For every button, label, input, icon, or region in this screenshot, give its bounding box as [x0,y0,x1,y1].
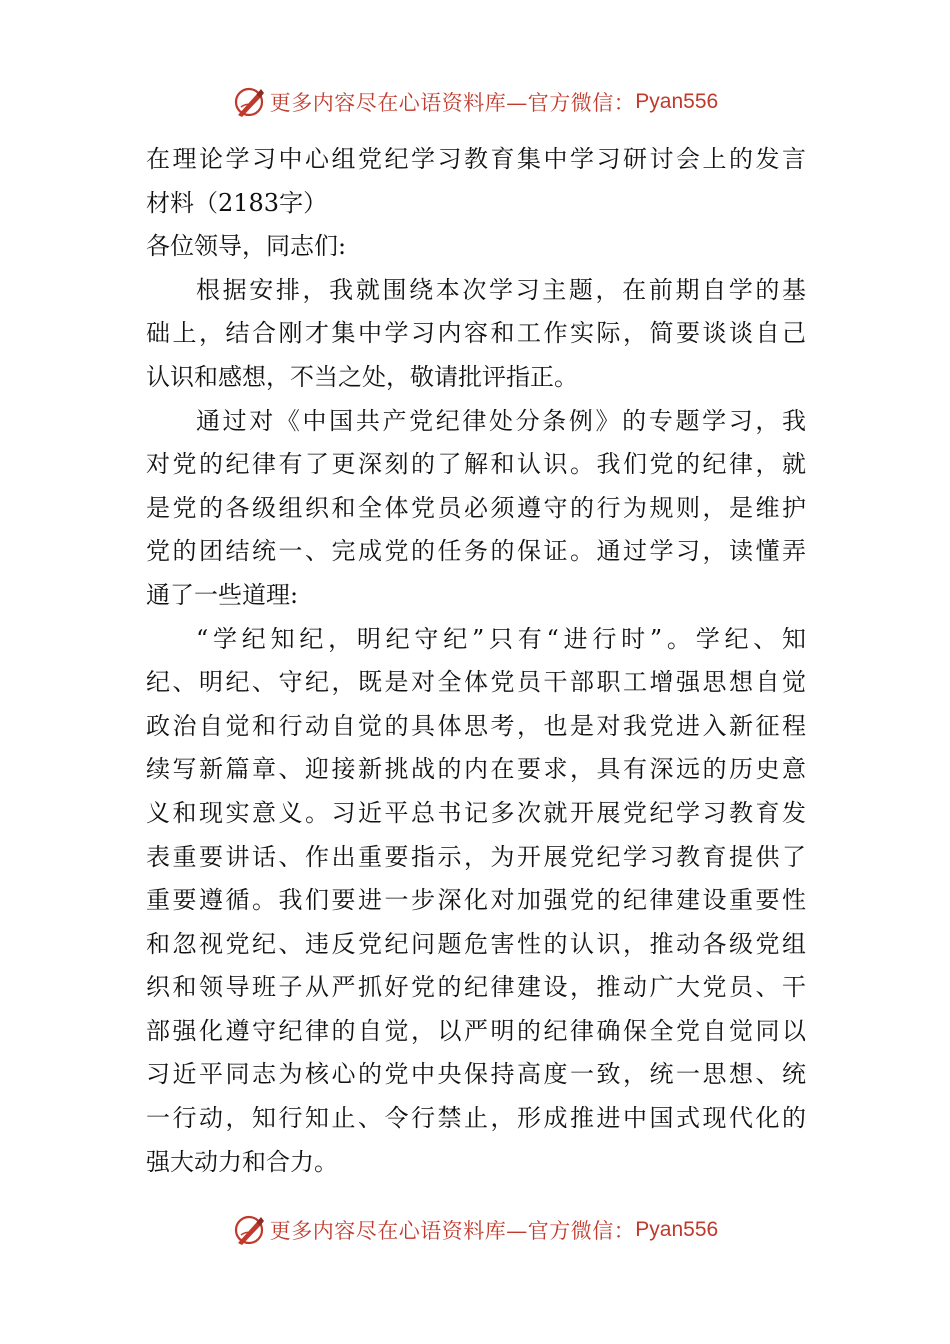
header-watermark-banner [0,82,950,122]
paragraph-line: 一行动，知行知止、令行禁止，形成推进中国式现代化的 [146,1104,806,1133]
paragraph-line: 部强化遵守纪律的自觉，以严明的纪律确保全党自觉同以 [146,1016,806,1045]
paragraph-line: 重要遵循。我们要进一步深化对加强党的纪律建设重要性 [146,886,806,915]
paragraph-line: 是党的各级组织和全体党员必须遵守的行为规则，是维护 [146,493,806,522]
pen-logo-icon [232,1213,266,1247]
paragraph-line: 通过对《中国共产党纪律处分条例》的专题学习，我 [196,406,806,435]
paragraph-line: 政治自觉和行动自觉的具体思考，也是对我党进入新征程 [146,711,806,740]
paragraph-3 [146,618,806,1185]
paragraph-line: 强大动力和合力。 [146,1147,338,1176]
paragraph-line: 和忽视党纪、违反党纪问题危害性的认识，推动各级党组 [146,929,806,958]
banner-wechat-id: Pyan556 [635,90,719,113]
paragraph-line: 础上，结合刚才集中学习内容和工作实际，简要谈谈自己 [146,319,806,348]
paragraph-line: 党的团结统一、完成党的任务的保证。通过学习，读懂弄 [146,537,806,566]
paragraph-line: 义和现实意义。习近平总书记多次就开展党纪学习教育发 [146,798,806,827]
paragraph-line: 通了一些道理: [146,580,299,609]
banner-wechat-id: Pyan556 [635,1218,719,1241]
document-title-line-1: 在理论学习中心组党纪学习教育集中学习研讨会上的发言 [146,145,806,173]
document-title-line-2: 材料（2183字） [146,188,328,217]
paragraph-line: 纪、明纪、守纪，既是对全体党员干部职工增强思想自觉 [146,668,806,697]
banner-text: 更多内容尽在心语资料库—官方微信： [269,91,636,115]
paragraph-line: 认识和感想，不当之处，敬请批评指正。 [146,362,578,391]
paragraph-line: 续写新篇章、迎接新挑战的内在要求，具有深远的历史意 [146,755,806,784]
paragraph-line: 对党的纪律有了更深刻的了解和认识。我们党的纪律，就 [146,450,806,479]
pen-logo-icon [232,85,266,119]
paragraph-1 [146,269,806,400]
paragraph-line: 习近平同志为核心的党中央保持高度一致，统一思想、统 [146,1060,806,1089]
salutation: 各位领导，同志们: [146,232,347,261]
footer-watermark-banner [0,1210,950,1250]
paragraph-line: 根据安排，我就围绕本次学习主题，在前期自学的基 [196,275,806,304]
paragraph-line: 表重要讲话、作出重要指示，为开展党纪学习教育提供了 [146,842,806,871]
banner-text: 更多内容尽在心语资料库—官方微信： [269,1219,636,1243]
paragraph-line: 织和领导班子从严抓好党的纪律建设，推动广大党员、干 [146,973,806,1002]
paragraph-line: “学纪知纪，明纪守纪”只有“进行时”。学纪、知 [196,624,806,653]
paragraph-2 [146,400,806,618]
document-body [146,138,806,1184]
